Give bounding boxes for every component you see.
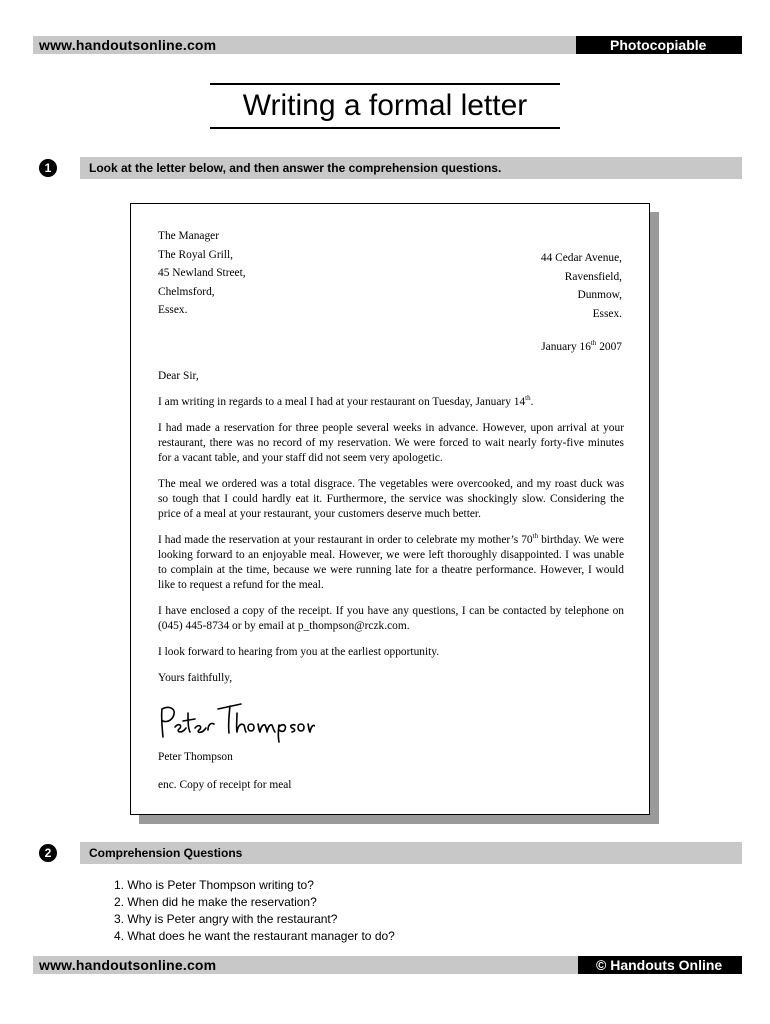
sender-line: Dunmow, (577, 289, 622, 301)
sender-line: 44 Cedar Avenue, (540, 252, 622, 264)
header-bar (33, 36, 742, 54)
recipient-line: Essex. (158, 304, 188, 316)
handwritten-signature (155, 697, 315, 743)
letter (130, 203, 650, 815)
sender-line: Ravensfield, (564, 270, 622, 283)
footer-url: www.handoutsonline.com (39, 957, 217, 973)
question-item: 2. When did he make the reservation? (114, 895, 317, 909)
recipient-line: Chelmsford, (158, 285, 215, 298)
question-list (114, 877, 395, 945)
section-2-heading-bar (80, 842, 742, 864)
recipient-line: 45 Newland Street, (158, 267, 246, 279)
enclosure-note: enc. Copy of receipt for meal (158, 779, 292, 791)
sender-name: Peter Thompson (158, 751, 233, 763)
sender-address (541, 249, 622, 323)
photocopiable-badge: Photocopiable (576, 36, 742, 54)
letter-paragraph-2: I had made a reservation for three people several weeks in advance. However, upon arrival at your restaurant, there was no record of my reservation. We were forced to wait nearly forty-five minutes for a vacant table, and your staff did not seem very apologetic. (158, 422, 624, 464)
section-2-heading: Comprehension Questions (89, 846, 243, 860)
question-item: 3. Why is Peter angry with the restaurant? (114, 912, 338, 926)
closing: Yours faithfully, (158, 672, 233, 684)
recipient-line: The Manager (158, 230, 220, 242)
section-1-instruction-bar (80, 157, 742, 179)
letter-body (158, 369, 624, 697)
recipient-address (158, 227, 246, 320)
recipient-line: The Royal Grill, (158, 248, 233, 261)
letter-paragraph-3: The meal we ordered was a total disgrace. The vegetables were overcooked, and my roast duck was so tough that I could hardly eat it. Furthermore, the service was shockingly slow. Considering the price of a meal at your restaurant, your customers deserve much better. (158, 478, 624, 520)
question-item: 4. What does he want the restaurant manager to do? (114, 929, 395, 943)
section-1-instruction: Look at the letter below, and then answer the comprehension questions. (89, 161, 502, 175)
letter-paragraph-6: I look forward to hearing from you at the earliest opportunity. (158, 646, 440, 658)
question-item: 1. Who is Peter Thompson writing to? (114, 878, 314, 892)
section-2-number: 2 (39, 844, 57, 862)
salutation: Dear Sir, (158, 370, 199, 382)
sender-line: Essex. (592, 307, 622, 320)
header-url: www.handoutsonline.com (39, 37, 217, 53)
letter-paragraph-4: I had made the reservation at your restaurant in order to celebrate my mother’s 70th birthday. We were looking forward to an enjoyable meal. However, we were left thoroughly disappointed. I was unable to complain at the time, because we were running late for a theatre performance. However, I would like to request a refund for the meal. (158, 532, 624, 591)
letter-paragraph-1: I am writing in regards to a meal I had at your restaurant on Tuesday, January 14th. (158, 394, 534, 408)
page-title: Writing a formal letter (210, 83, 560, 129)
letter-paragraph-5: I have enclosed a copy of the receipt. If you have any questions, I can be contacted by telephone on (045) 445-8734 or by email at p_thompson@rczk.com. (158, 605, 624, 632)
footer-bar (33, 956, 742, 974)
letter-date: January 16th 2007 (541, 339, 622, 353)
copyright-badge: © Handouts Online (578, 956, 742, 974)
section-1-number: 1 (39, 159, 57, 177)
